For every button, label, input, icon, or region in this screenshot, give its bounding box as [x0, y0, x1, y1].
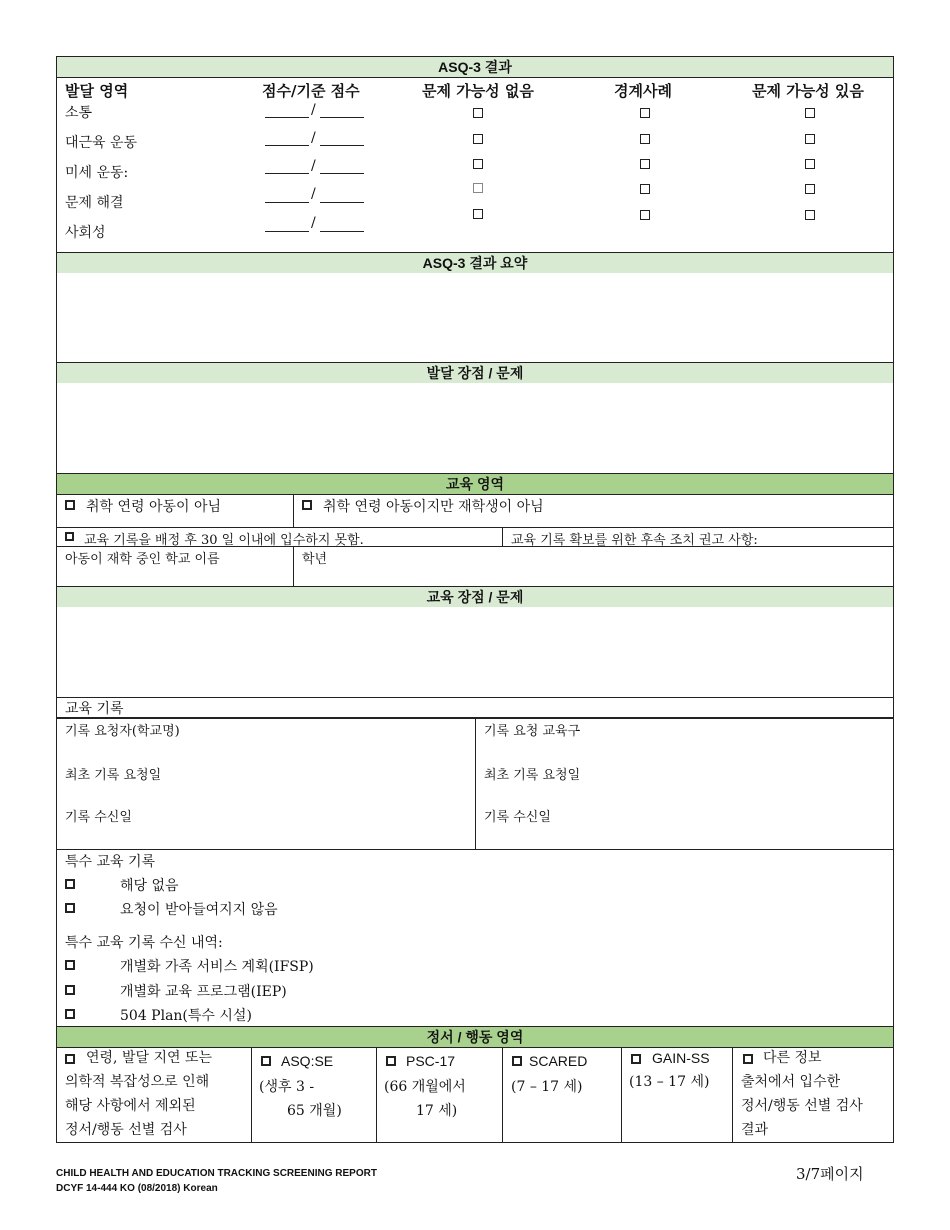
checkbox-psc-17[interactable] — [386, 1056, 396, 1066]
checkbox-scared[interactable] — [512, 1056, 522, 1066]
received-date-right-label: 기록 수신일 — [484, 810, 551, 825]
records-not-obtained-label: 교육 기록을 배정 후 30 일 이내에 입수하지 못함. — [84, 533, 364, 548]
checkbox-concern[interactable] — [805, 159, 815, 169]
requester-label: 기록 요청자(학교명) — [65, 724, 180, 739]
asq-se-age-line-2: 65 개월) — [287, 1103, 342, 1119]
row-label-personal-social: 사회성 — [65, 225, 106, 241]
504-plan-label: 504 Plan(특수 시설) — [120, 1008, 252, 1024]
score-slash: / — [311, 158, 316, 174]
divider — [57, 546, 893, 547]
divider — [376, 1047, 377, 1142]
cutoff-blank[interactable] — [320, 117, 364, 118]
special-ed-label: 특수 교육 기록 — [65, 854, 156, 870]
district-label: 기록 요청 교육구 — [484, 724, 581, 739]
divider — [57, 527, 893, 528]
checkbox-iep[interactable] — [65, 985, 75, 995]
col-no-concern-header: 문제 가능성 없음 — [422, 82, 534, 100]
cutoff-blank[interactable] — [320, 173, 364, 174]
education-title: 교육 영역 — [57, 474, 893, 494]
edu-strengths-title: 교육 장점 / 문제 — [57, 587, 893, 607]
edu-records-label: 교육 기록 — [65, 701, 124, 717]
gain-ss-label: GAIN-SS — [652, 1050, 710, 1066]
cutoff-blank[interactable] — [320, 202, 364, 203]
col-concern-header: 문제 가능성 있음 — [752, 82, 864, 100]
other-line-4: 결과 — [741, 1122, 769, 1138]
score-slash: / — [311, 102, 316, 118]
checkbox-monitoring[interactable] — [640, 210, 650, 220]
cutoff-blank[interactable] — [320, 145, 364, 146]
not-enrolled-label: 취학 연령 아동이지만 재학생이 아님 — [323, 499, 544, 515]
first-request-date-left-label: 최초 기록 요청일 — [65, 768, 162, 783]
dev-strengths-title: 발달 장점 / 문제 — [57, 363, 893, 383]
edu-strengths-field[interactable] — [57, 608, 893, 696]
excluded-line-1: 연령, 발달 지연 또는 — [86, 1050, 212, 1066]
first-request-date-right-label: 최초 기록 요청일 — [484, 768, 581, 783]
score-blank[interactable] — [265, 145, 309, 146]
grade-label: 학년 — [302, 552, 328, 567]
psc-17-age-line-2: 17 세) — [416, 1103, 458, 1119]
other-line-3: 정서/행동 선별 검사 — [741, 1098, 863, 1114]
divider — [57, 77, 893, 78]
page-number: 3/7페이지 — [796, 1165, 864, 1183]
col-domain-header: 발달 영역 — [65, 82, 129, 100]
checkbox-concern[interactable] — [805, 184, 815, 194]
divider — [732, 1047, 733, 1142]
score-blank[interactable] — [265, 231, 309, 232]
special-ed-received-label: 특수 교육 기록 수신 내역: — [65, 935, 223, 951]
checkbox-not-applicable[interactable] — [65, 879, 75, 889]
checkbox-no-concern[interactable] — [473, 183, 483, 193]
asq3-results-title: ASQ-3 결과 — [57, 57, 893, 77]
follow-up-label: 교육 기록 확보를 위한 후속 조치 권고 사항: — [511, 533, 758, 548]
checkbox-request-not-accepted[interactable] — [65, 903, 75, 913]
asq3-summary-title: ASQ-3 결과 요약 — [57, 253, 893, 273]
checkbox-monitoring[interactable] — [640, 159, 650, 169]
checkbox-ifsp[interactable] — [65, 960, 75, 970]
emotional-title: 정서 / 행동 영역 — [57, 1027, 893, 1047]
checkbox-gain-ss[interactable] — [631, 1054, 641, 1064]
psc-17-label: PSC-17 — [406, 1053, 456, 1069]
school-name-label: 아동이 재학 중인 학교 이름 — [65, 552, 220, 567]
divider — [475, 718, 476, 849]
divider — [293, 494, 294, 527]
not-applicable-label: 해당 없음 — [120, 878, 179, 894]
checkbox-monitoring[interactable] — [640, 184, 650, 194]
score-blank[interactable] — [265, 173, 309, 174]
scared-label: SCARED — [529, 1053, 588, 1069]
iep-label: 개별화 교육 프로그램(IEP) — [120, 984, 287, 1000]
excluded-line-2: 의학적 복잡성으로 인해 — [65, 1074, 210, 1090]
checkbox-no-concern[interactable] — [473, 134, 483, 144]
checkbox-records-not-obtained[interactable] — [65, 532, 74, 541]
psc-17-age-line-1: (66 개월에서 — [384, 1079, 466, 1095]
checkbox-monitoring[interactable] — [640, 134, 650, 144]
checkbox-excluded[interactable] — [65, 1054, 75, 1064]
row-label-gross-motor: 대근육 운동 — [65, 135, 138, 151]
checkbox-other-source[interactable] — [743, 1054, 753, 1064]
checkbox-concern[interactable] — [805, 134, 815, 144]
score-blank[interactable] — [265, 202, 309, 203]
excluded-line-4: 정서/행동 선별 검사 — [65, 1122, 187, 1138]
divider — [293, 546, 294, 586]
checkbox-monitoring[interactable] — [640, 108, 650, 118]
checkbox-not-enrolled[interactable] — [302, 500, 312, 510]
gain-ss-age: (13 – 17 세) — [629, 1074, 710, 1090]
divider — [251, 1047, 252, 1142]
col-monitoring-header: 경계사례 — [614, 82, 672, 100]
divider — [621, 1047, 622, 1142]
score-slash: / — [311, 130, 316, 146]
not-school-age-label: 취학 연령 아동이 아님 — [86, 499, 222, 515]
footer-report-title: CHILD HEALTH AND EDUCATION TRACKING SCREENING REPORT — [56, 1168, 377, 1179]
score-slash: / — [311, 215, 316, 231]
other-line-1: 다른 정보 — [763, 1050, 822, 1066]
checkbox-concern[interactable] — [805, 108, 815, 118]
row-label-problem-solving: 문제 해결 — [65, 195, 124, 211]
checkbox-no-concern[interactable] — [473, 209, 483, 219]
score-slash: / — [311, 186, 316, 202]
asq3-summary-field[interactable] — [57, 274, 893, 362]
dev-strengths-field[interactable] — [57, 384, 893, 472]
checkbox-504-plan[interactable] — [65, 1009, 75, 1019]
asq-se-label: ASQ:SE — [281, 1053, 334, 1069]
footer-form-number: DCYF 14-444 KO (08/2018) Korean — [56, 1183, 218, 1194]
checkbox-asq-se[interactable] — [261, 1056, 271, 1066]
col-score-header: 점수/기준 점수 — [262, 82, 360, 100]
checkbox-no-concern[interactable] — [473, 159, 483, 169]
ifsp-label: 개별화 가족 서비스 계획(IFSP) — [120, 959, 314, 975]
checkbox-concern[interactable] — [805, 210, 815, 220]
divider — [502, 1047, 503, 1142]
asq-se-age-line-1: (생후 3 - — [259, 1079, 315, 1095]
cutoff-blank[interactable] — [320, 231, 364, 232]
scared-age: (7 – 17 세) — [511, 1079, 583, 1095]
excluded-line-3: 해당 사항에서 제외된 — [65, 1098, 196, 1114]
other-line-2: 출처에서 입수한 — [741, 1074, 841, 1090]
row-label-communication: 소통 — [65, 105, 93, 121]
divider — [502, 527, 503, 546]
request-not-accepted-label: 요청이 받아들여지지 않음 — [120, 902, 278, 918]
checkbox-not-school-age[interactable] — [65, 500, 75, 510]
row-label-fine-motor: 미세 운동: — [65, 165, 129, 181]
checkbox-no-concern[interactable] — [473, 108, 483, 118]
score-blank[interactable] — [265, 117, 309, 118]
received-date-left-label: 기록 수신일 — [65, 810, 132, 825]
divider — [57, 494, 893, 495]
